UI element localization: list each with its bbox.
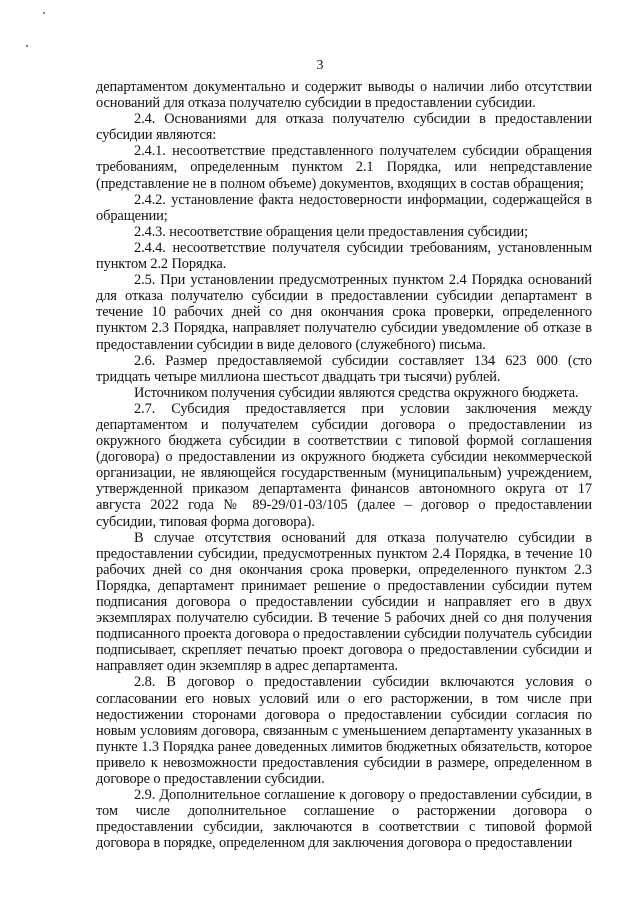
paragraph-2-8: 2.8. В договор о предоставлении субсидии включаются условия о согласовании его новых условий или о его расторжении, в том числе при недостижении сторонами договора о предоставлении субсидии согласия по новым условиям договора, связанным с уменьшением департаменту указанных в пункте 1.3 Порядка ранее доведенных лимитов бюджетных обязательств, которое привело к невозможности предоставления субсидии в размере, определенном в договоре о предоставлении субсидии. xyxy=(96,674,592,788)
paragraph-2-4-4: 2.4.4. несоответствие получателя субсидии требованиям, установленным пунктом 2.2 Порядка. xyxy=(96,239,592,273)
scan-speck xyxy=(43,12,45,14)
paragraph-2-7: 2.7. Субсидия предоставляется при условии заключения между департаментом и получателем субсидии договора о предоставлении из окружного бюджета субсидии в соответствии с типовой формой соглашения (договора) о предоставлении из окружного бюджета субсидии некоммерческой организации, не являющейся государственным (муниципальным) учреждением, утвержденной приказом департамента финансов автономного округа от 17 августа 2022 года № 89-29/01-03/105 (далее – договор о предоставлении субсидии, типовая форма договора). xyxy=(96,400,592,530)
paragraph-2-9: 2.9. Дополнительное соглашение к договору о предоставлении субсидии, в том числе дополнительное соглашение о расторжении договора о предоставлении субсидии, заключаются в соответствии с типовой формой договора в порядке, определенном для заключения договора о предоставлении xyxy=(96,787,592,852)
paragraph-2-5: 2.5. При установлении предусмотренных пунктом 2.4 Порядка оснований для отказа получателю субсидии в предоставлении субсидии департамент в течение 10 рабочих дней со дня окончания срока проверки, определенного пунктом 2.3 Порядка, направляет получателю субсидии уведомление об отказе в предоставлении субсидии в виде делового (служебного) письма. xyxy=(96,272,592,353)
paragraph-2-4: 2.4. Основаниями для отказа получателю субсидии в предоставлении субсидии являются: xyxy=(96,111,592,144)
paragraph-no-refusal-case: В случае отсутствия оснований для отказа получателю субсидии в предоставлении субсидии, предусмотренных пунктом 2.4 Порядка, в течение 10 рабочих дней со дня окончания срока проверки, определенного пунктом 2.3 Порядка, департамент принимает решение о предоставлении субсидии путем подписания договора о предоставлении субсидии и направляет его в двух экземплярах получателю субсидии. В течение 5 рабочих дней со дня получения подписанного проекта договора о предоставлении субсидии получатель субсидии подписывает, скрепляет печатью проект договора о предоставлении субсидии и направляет один экземпляр в адрес департамента. xyxy=(96,529,592,675)
paragraph-2-4-3: 2.4.3. несоответствие обращения цели предоставления субсидии; xyxy=(134,223,529,240)
paragraph-2-6: 2.6. Размер предоставляемой субсидии составляет 134 623 000 (сто тридцать четыре миллиона шестьсот двадцать три тысячи) рублей. xyxy=(96,352,592,385)
paragraph-funding-source: Источником получения субсидии являются средства окружного бюджета. xyxy=(134,384,579,401)
document-body xyxy=(96,79,592,852)
paragraph-continuation: департаментом документально и содержит выводы о наличии либо отсутствии оснований для отказа получателю субсидии в предоставлении субсидии. xyxy=(96,79,592,112)
paragraph-2-4-1: 2.4.1. несоответствие представленного получателем субсидии обращения требованиям, определенным пунктом 2.1 Порядка, или непредставление (представление не в полном объеме) документов, входящих в состав обращения; xyxy=(96,143,592,192)
page-number: 3 xyxy=(316,58,324,73)
paragraph-2-4-2: 2.4.2. установление факта недостоверности информации, содержащейся в обращении; xyxy=(96,191,592,224)
scan-speck xyxy=(26,45,28,47)
